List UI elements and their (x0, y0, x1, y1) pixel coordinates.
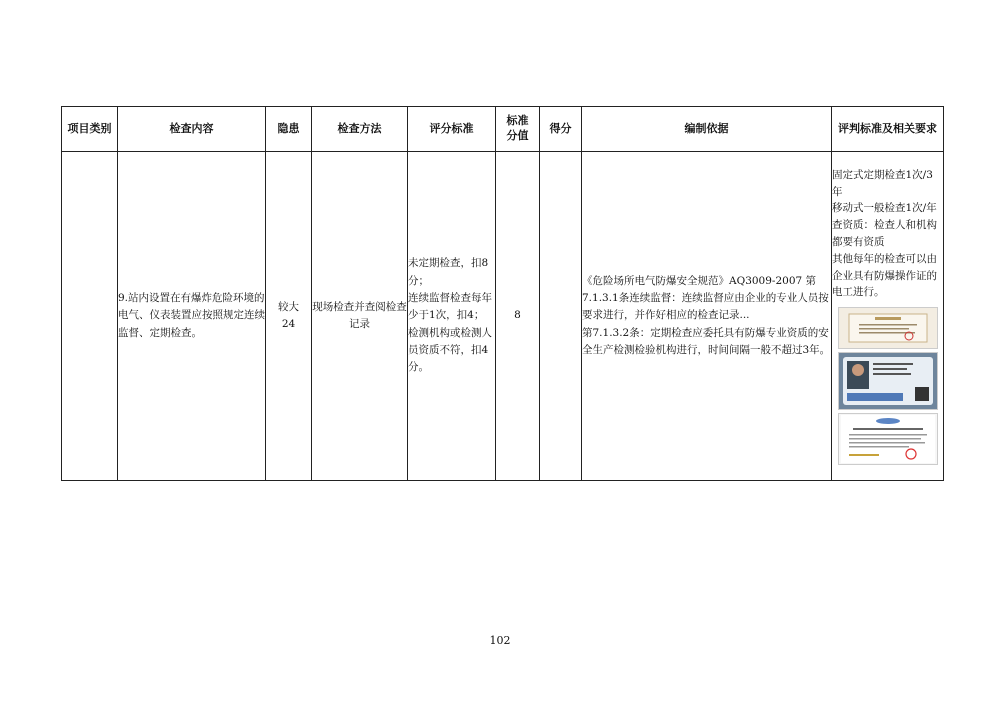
header-content: 检查内容 (118, 107, 266, 152)
category-cell (62, 152, 118, 481)
certificate-photo (838, 307, 938, 349)
id-card-image (839, 353, 937, 409)
qualification-document-photo (838, 413, 938, 465)
score-cell (540, 152, 582, 481)
inspection-table (61, 106, 944, 481)
header-category: 项目类别 (62, 107, 118, 152)
header-score: 得分 (540, 107, 582, 152)
basis-cell: 《危险场所电气防爆安全规范》AQ3009-2007 第7.1.3.1条连续监督：连续监督应由企业的专业人员按要求进行，并作好相应的检查记录... 第7.1.3.2条：定期检查应委托具有防爆专业资质的安全生产检测检验机构进行，时间间隔一般不超过3年。 (582, 152, 832, 481)
hazard-cell: 较大 24 (266, 152, 312, 481)
table-row (62, 152, 944, 481)
requirements-cell (832, 152, 944, 481)
id-card-photo (838, 352, 938, 410)
page-number: 102 (489, 634, 511, 647)
requirements-text: 固定式定期检查1次/3年 移动式一般检查1次/年 查资质：检查人和机构都要有资质 其他每年的检查可以由企业具有防爆操作证的电工进行。 (832, 168, 937, 299)
header-method: 检查方法 (312, 107, 408, 152)
header-requirements: 评判标准及相关要求 (832, 107, 944, 152)
header-basis: 编制依据 (582, 107, 832, 152)
method-cell: 现场检查并查阅检查记录 (312, 152, 408, 481)
header-row (62, 107, 944, 152)
qualification-document-image (839, 414, 937, 464)
certificate-image (839, 308, 937, 348)
standard-cell: 未定期检查，扣8分； 连续监督检查每年少于1次，扣4； 检测机构或检测人员资质不符，扣4分。 (408, 152, 496, 481)
header-hazard: 隐患 (266, 107, 312, 152)
content-cell: 9.站内设置在有爆炸危险环境的电气、仪表装置应按照规定连续监督、定期检查。 (118, 152, 266, 481)
header-score-value: 标准 分值 (496, 107, 540, 152)
score-value-cell: 8 (496, 152, 540, 481)
header-standard: 评分标准 (408, 107, 496, 152)
